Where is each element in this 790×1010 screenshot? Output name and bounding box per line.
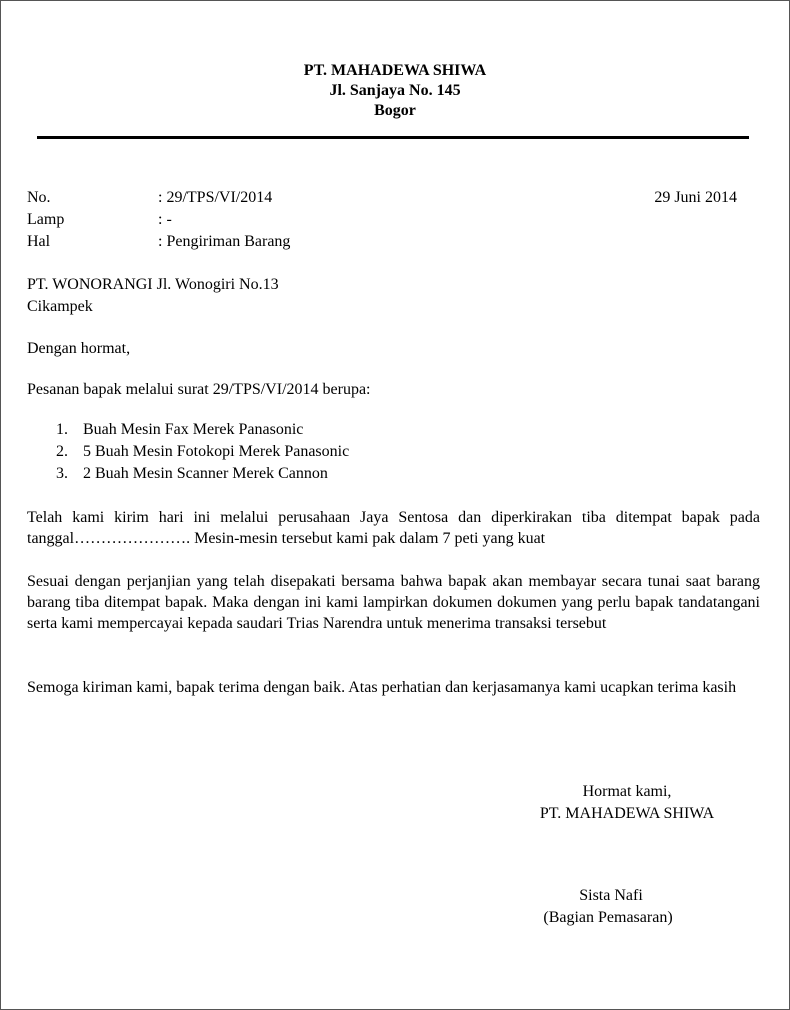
- list-item: [56, 441, 349, 463]
- list-item-text: 2 Buah Mesin Scanner Merek Cannon: [83, 465, 328, 482]
- letter-number-value: : 29/TPS/VI/2014: [158, 189, 273, 206]
- order-items-list: [56, 419, 349, 485]
- closing-greeting: Hormat kami,: [582, 783, 672, 800]
- closing-paragraph: Semoga kiriman kami, bapak terima dengan baik. Atas perhatian dan kerjasamanya kami ucapkan terima kasih: [27, 679, 737, 696]
- list-item-number: 2.: [56, 443, 68, 460]
- company-city: Bogor: [374, 102, 416, 119]
- list-item-number: 3.: [56, 465, 68, 482]
- closing-company: PT. MAHADEWA SHIWA: [539, 805, 715, 822]
- order-intro: Pesanan bapak melalui surat 29/TPS/VI/2014 berupa:: [27, 381, 371, 398]
- attachment-value: : -: [158, 211, 172, 228]
- company-name: PT. MAHADEWA SHIWA: [303, 62, 487, 79]
- payment-paragraph: Sesuai dengan perjanjian yang telah disepakati bersama bahwa bapak akan membayar secara tunai saat barang barang tiba ditempat bapak. Maka dengan ini kami lampirkan dokumen dokumen yang perlu bapak tandatangani serta kami mempercayai kepada saudari Trias Narendra untuk menerima transaksi tersebut: [27, 573, 760, 632]
- subject-label: Hal: [27, 233, 51, 250]
- list-item: [56, 463, 349, 485]
- salutation: Dengan hormat,: [27, 340, 131, 357]
- attachment-label: Lamp: [27, 211, 65, 228]
- letterhead-divider: [37, 136, 749, 139]
- letter-date: 29 Juni 2014: [654, 189, 737, 206]
- signer-position: (Bagian Pemasaran): [543, 909, 673, 926]
- company-address: Jl. Sanjaya No. 145: [329, 82, 461, 99]
- letter-number-label: No.: [27, 189, 51, 206]
- letterhead: [1, 61, 789, 121]
- list-item-text: 5 Buah Mesin Fotokopi Merek Panasonic: [83, 443, 350, 460]
- subject-value: : Pengiriman Barang: [158, 233, 291, 250]
- recipient-line-2: Cikampek: [27, 298, 93, 315]
- signer-name: Sista Nafi: [579, 887, 643, 904]
- shipment-paragraph: Telah kami kirim hari ini melalui perusahaan Jaya Sentosa dan diperkirakan tiba ditempat bapak pada tanggal…………………. Mesin-mesin tersebut kami pak dalam 7 peti yang kuat: [27, 509, 760, 547]
- list-item-text: Buah Mesin Fax Merek Panasonic: [83, 421, 304, 438]
- list-item-number: 1.: [56, 421, 68, 438]
- list-item: [56, 419, 349, 441]
- recipient-line-1: PT. WONORANGI Jl. Wonogiri No.13: [27, 276, 279, 293]
